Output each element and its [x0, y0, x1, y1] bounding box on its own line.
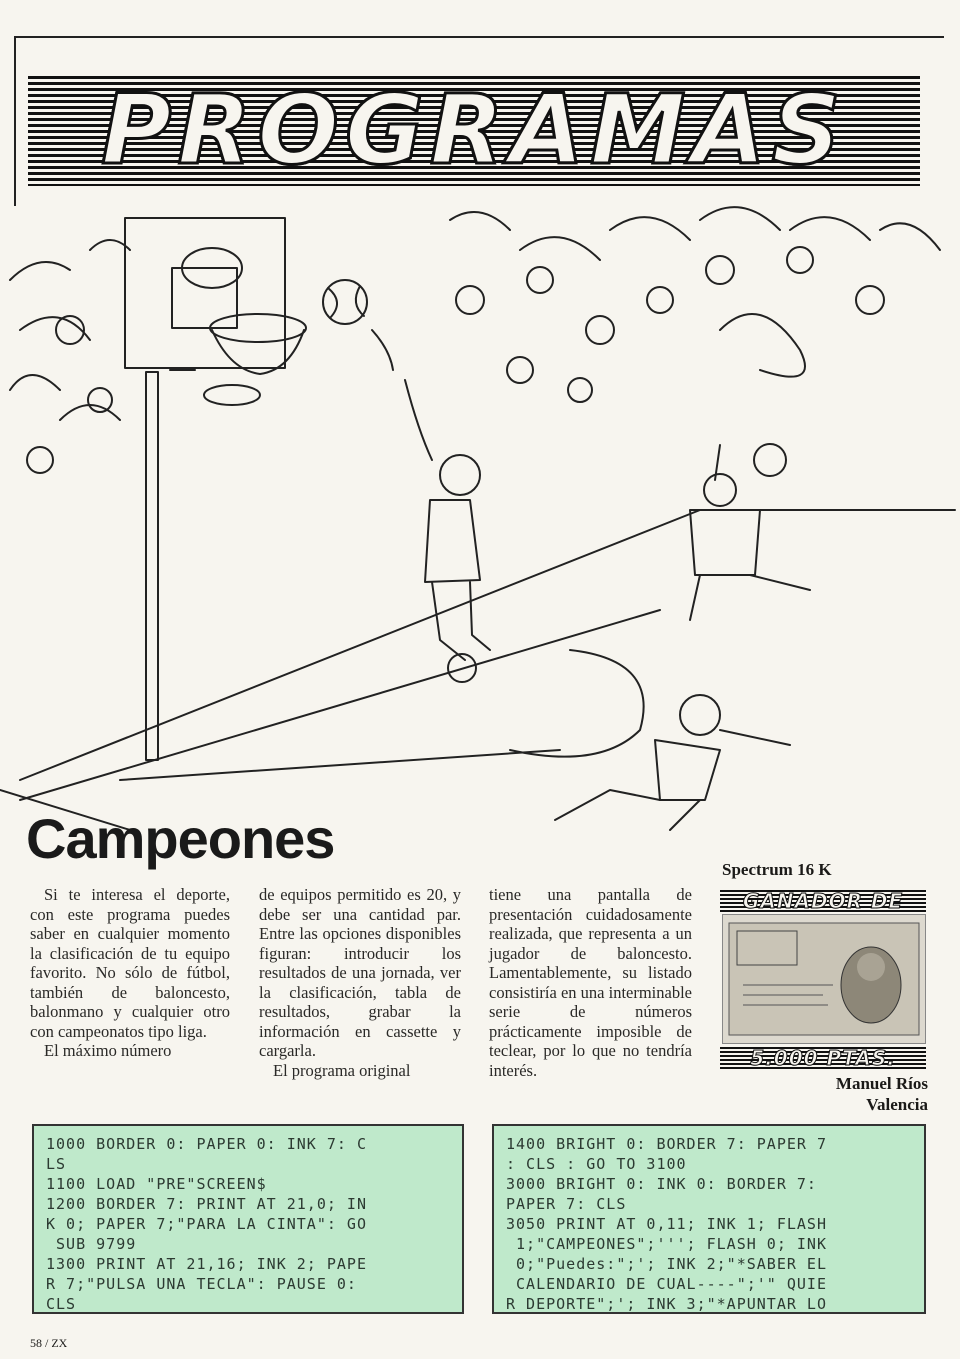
- author-city: Valencia: [866, 1095, 928, 1114]
- left-rule: [14, 36, 16, 206]
- prize-bottom-text: 5.000 PTAS.: [750, 1047, 896, 1069]
- code-listing-right: [492, 1124, 926, 1314]
- code-text: 1400 BRIGHT 0: BORDER 7: PAPER 7 : CLS : GO TO 3100 3000 BRIGHT 0: INK 0: BORDER 7: PAPER 7: CLS 3050 PRINT AT 0,11; INK 1; FLASH 1;"CAMPEONES";'''; FLASH 0; INK 0;"Puedes:";'; INK 2;"*SABER EL CALENDARIO DE CUAL----";'" QUIE R DEPORTE";'; INK 3;"*APUNTAR LO: [506, 1135, 827, 1313]
- author-credit: [836, 1073, 928, 1115]
- prize-banner-bottom: [720, 1047, 926, 1069]
- top-rule: [14, 36, 944, 38]
- banner-title: PROGRAMAS: [28, 80, 920, 180]
- machine-label: Spectrum 16 K: [722, 860, 832, 879]
- banknote-image: [722, 914, 926, 1044]
- page-folio: 58 / ZX: [30, 1336, 68, 1350]
- banknote-icon: [723, 915, 925, 1043]
- paragraph: El máximo número: [44, 1041, 172, 1060]
- text-column-1: [30, 885, 230, 1061]
- section-banner: [28, 76, 920, 186]
- text-column-3: [489, 885, 692, 1080]
- prize-banner-top: [720, 890, 926, 912]
- paragraph: Si te interesa el deporte, con este programa puedes saber en cualquier momento la clasificación de tu equipo favorito. No sólo de fútbol, también de baloncesto, balonmano y cualquier otro con campeonatos tipo liga.: [30, 885, 230, 1041]
- paragraph: de equipos permitido es 20, y debe ser una cantidad par. Entre las opciones disponibles figuran: introducir los resultados de una jornada, ver la clasificación, tabla de resultados, grabar la información en cassette y cargarla.: [259, 885, 461, 1060]
- code-listing-left: [32, 1124, 464, 1314]
- code-text: 1000 BORDER 0: PAPER 0: INK 7: C LS 1100 LOAD "PRE"SCREEN$ 1200 BORDER 7: PRINT AT 21,0; IN K 0; PAPER 7;"PARA LA CINTA": GO SUB 9799 1300 PRINT AT 21,16; INK 2; PAPE R 7;"PULSA UNA TECLA": PAUSE 0: CLS: [46, 1135, 367, 1313]
- paragraph: El programa original: [273, 1060, 411, 1080]
- text-column-2: [259, 885, 461, 1080]
- author-name: Manuel Ríos: [835, 1074, 928, 1093]
- prize-top-text: GANADOR DE: [742, 890, 904, 912]
- basketball-illustration: [0, 190, 960, 840]
- article-title: Campeones: [26, 807, 335, 870]
- paragraph: tiene una pantalla de presentación cuidadosamente realizada, que representa a un jugador de baloncesto. Lamentablemente, su listado consistiría en una interminable serie de números prácticamente imposible de teclear, por lo que no tendría interés.: [489, 885, 692, 1080]
